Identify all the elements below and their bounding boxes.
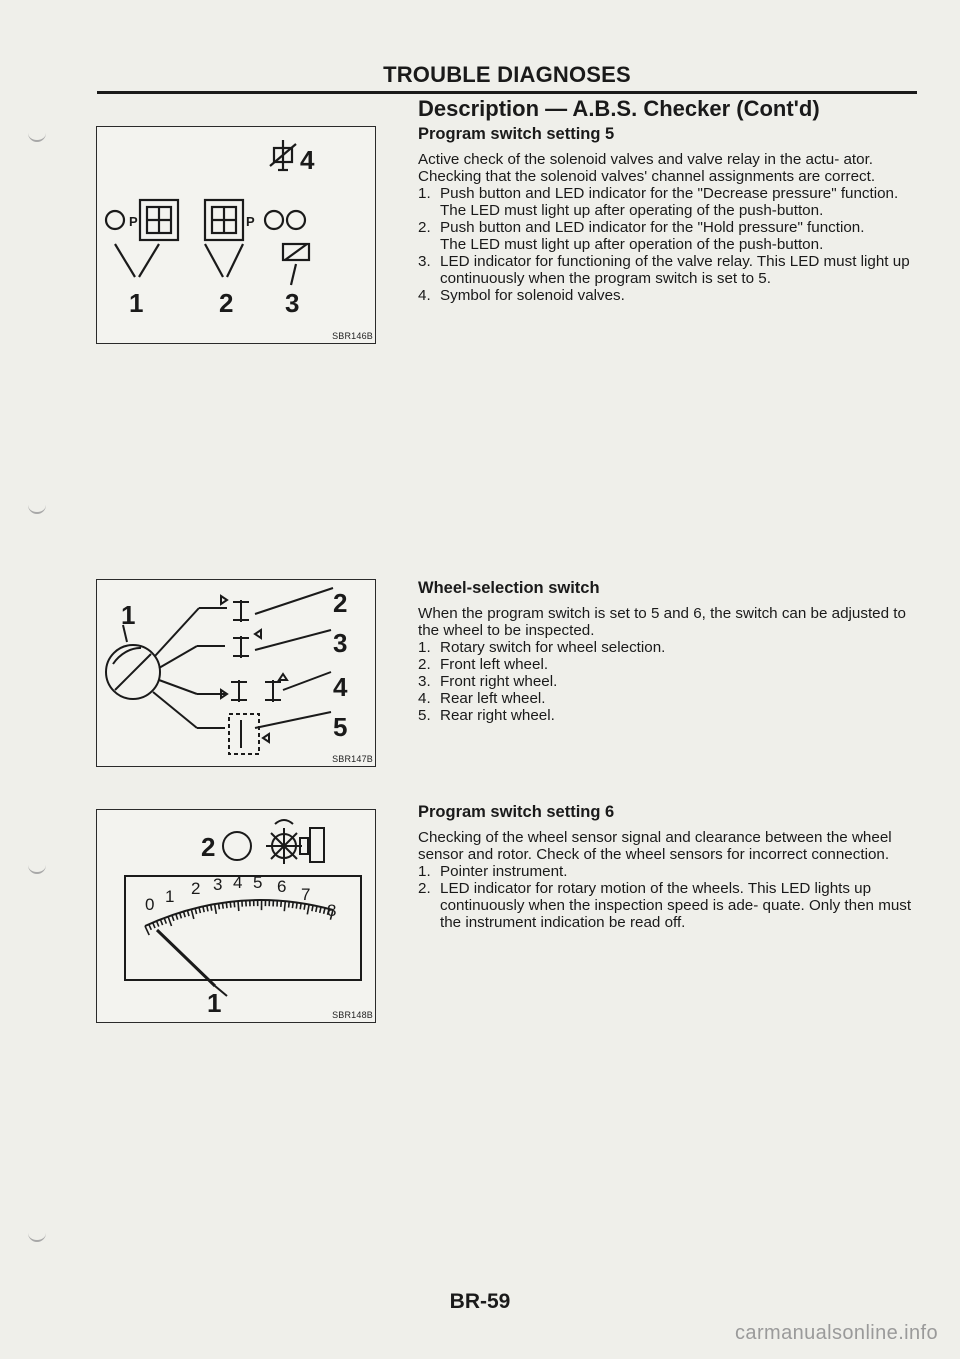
callout-2: 2	[201, 832, 216, 862]
relay-icon	[283, 244, 309, 260]
item-number: 2.	[418, 219, 431, 236]
callout-2: 2	[219, 288, 234, 318]
scale-tick	[300, 903, 301, 909]
figure-id: SBR148B	[332, 1010, 373, 1020]
item-number: 5.	[418, 707, 431, 724]
led-hold-icon	[265, 211, 283, 229]
scale-tick	[284, 901, 285, 911]
rotary-switch-icon	[106, 645, 160, 699]
callout-4: 4	[300, 145, 315, 175]
scale-tick	[281, 901, 282, 907]
scale-tick	[153, 923, 155, 929]
item-number: 1.	[418, 185, 431, 202]
scale-tick	[324, 908, 325, 914]
scale-tick	[312, 905, 313, 911]
figure-id: SBR147B	[332, 754, 373, 764]
program-6-section	[418, 804, 920, 931]
p-symbol-left: P	[129, 214, 138, 229]
scale-label: 5	[253, 873, 263, 892]
scale-tick	[226, 902, 227, 908]
callout-1: 1	[207, 988, 222, 1018]
list-item	[418, 880, 920, 931]
list-item	[418, 656, 920, 673]
scale-tick	[160, 920, 162, 926]
list-item	[418, 219, 920, 253]
callout-4: 4	[333, 672, 348, 702]
item-text: Pointer instrument.	[440, 863, 568, 880]
program-5-intro-1: Active check of the solenoid valves and valve relay in the actu- ator.	[418, 151, 874, 168]
scale-tick	[168, 917, 171, 926]
item-number: 1.	[418, 863, 431, 880]
scale-label: 3	[213, 875, 223, 894]
led-rotary-motion-icon	[223, 832, 251, 860]
push-button-decrease	[140, 200, 178, 240]
wheel-selection-list	[418, 639, 920, 724]
item-text: Front left wheel.	[440, 656, 549, 673]
callout-3: 3	[285, 288, 300, 318]
scale-tick	[296, 903, 297, 909]
scale-tick	[289, 902, 290, 908]
scale-tick	[219, 903, 220, 909]
binder-mark	[28, 128, 46, 142]
wheel-sensor-icon	[266, 820, 324, 864]
item-text: The LED must light up after operation of the push-button.	[440, 236, 824, 253]
callout-5: 5	[333, 712, 348, 742]
scale-label: 8	[327, 901, 337, 920]
list-item	[418, 185, 920, 219]
scale-tick	[292, 902, 293, 908]
all-wheels-icon	[229, 714, 259, 754]
item-text: The LED must light up after operating of the push-button.	[440, 202, 824, 219]
item-text: Rear right wheel.	[440, 707, 555, 724]
scale-label: 4	[233, 873, 243, 892]
item-number: 2.	[418, 656, 431, 673]
figure-pointer-instrument	[96, 809, 376, 1023]
program-5-section	[418, 126, 920, 304]
scale-tick	[222, 903, 223, 909]
scale-tick	[172, 915, 174, 921]
scale-tick	[195, 908, 197, 914]
solenoid-valve-icon	[270, 140, 296, 170]
scale-tick	[238, 901, 239, 911]
scale-tick	[320, 907, 321, 913]
scale-label: 7	[301, 885, 311, 904]
item-text: Rotary switch for wheel selection.	[440, 639, 666, 656]
program-5-list	[418, 185, 920, 304]
scale-tick	[187, 910, 189, 916]
watermark: carmanualsonline.info	[735, 1322, 938, 1344]
item-text: Push button and LED indicator for the "Hold pressure" function.	[440, 219, 865, 236]
program-5-title: Program switch setting 5	[418, 125, 615, 143]
item-number: 3.	[418, 673, 431, 690]
scale-tick	[234, 901, 235, 907]
item-text: Push button and LED indicator for the "Decrease pressure" function.	[440, 185, 899, 202]
scale-tick	[180, 913, 182, 919]
scale-tick	[157, 921, 159, 927]
wheel-selection-title: Wheel-selection switch	[418, 579, 600, 597]
callout-3: 3	[333, 628, 348, 658]
list-item	[418, 639, 920, 656]
item-text: LED indicator for rotary motion of the wheels. This LED lights up continuously when the inspection speed is ade- quate. Only then must the instrument indication be read off.	[440, 880, 912, 931]
wheel-selection-section	[418, 580, 920, 724]
scale-tick	[184, 912, 186, 918]
item-number: 1.	[418, 639, 431, 656]
list-item	[418, 287, 920, 304]
scale-label: 1	[165, 887, 175, 906]
scale-tick	[199, 907, 200, 913]
scale-label: 2	[191, 879, 201, 898]
scale-tick	[176, 914, 178, 920]
item-text: Front right wheel.	[440, 673, 558, 690]
callout-1: 1	[121, 600, 136, 630]
scale-tick	[191, 909, 194, 919]
scale-tick	[316, 906, 317, 912]
list-item	[418, 253, 920, 287]
binder-mark	[28, 1228, 46, 1242]
item-number: 4.	[418, 287, 431, 304]
scale-label: 6	[277, 877, 287, 896]
pointer-needle	[157, 930, 215, 986]
item-text: Rear left wheel.	[440, 690, 546, 707]
wheel-selection-intro: When the program switch is set to 5 and 6, the switch can be adjusted to the wheel to be inspected.	[418, 605, 906, 639]
list-item	[418, 690, 920, 707]
figure-solenoid-buttons	[96, 126, 376, 344]
led-relay-icon	[287, 211, 305, 229]
rear-left-wheel-icon	[221, 680, 247, 702]
scale-tick	[145, 926, 149, 935]
figure-wheel-selection-drawing	[97, 580, 375, 766]
scale-tick	[230, 902, 231, 908]
binder-mark	[28, 500, 46, 514]
item-number: 3.	[418, 253, 431, 270]
item-text: LED indicator for functioning of the valve relay. This LED must light up continuously when the program switch is set to 5.	[440, 253, 910, 287]
list-item	[418, 673, 920, 690]
callout-2: 2	[333, 588, 348, 618]
scale-tick	[304, 904, 305, 910]
item-text: Symbol for solenoid valves.	[440, 287, 625, 304]
front-right-wheel-icon	[233, 630, 261, 658]
list-item	[418, 707, 920, 724]
page-header: TROUBLE DIAGNOSES	[383, 62, 631, 87]
led-decrease-icon	[106, 211, 124, 229]
list-item	[418, 863, 920, 880]
figure-pointer-instrument-drawing	[97, 810, 375, 1022]
instrument-box	[125, 876, 361, 980]
scale-tick	[307, 905, 309, 915]
rear-right-wheel-icon	[265, 674, 287, 702]
program-6-title: Program switch setting 6	[418, 803, 615, 821]
figure-id: SBR146B	[332, 331, 373, 341]
callout-1: 1	[129, 288, 144, 318]
program-6-intro: Checking of the wheel sensor signal and clearance between the wheel sensor and rotor. Check of the wheel sensors for incorrect connection.	[418, 829, 892, 863]
scale-tick	[215, 904, 217, 914]
binder-mark	[28, 860, 46, 874]
scale-tick	[149, 924, 152, 930]
program-5-intro-2: Checking that the solenoid valves' channel assignments are correct.	[418, 168, 876, 185]
figure-wheel-selection	[96, 579, 376, 767]
item-number: 2.	[418, 880, 431, 897]
section-title: Description — A.B.S. Checker (Cont'd)	[418, 96, 820, 121]
p-symbol-right: P	[246, 214, 255, 229]
item-number: 4.	[418, 690, 431, 707]
push-button-hold	[205, 200, 243, 240]
scale-label: 0	[145, 895, 155, 914]
scale-tick	[164, 918, 166, 924]
scale-tick	[207, 906, 208, 912]
program-6-list	[418, 863, 920, 931]
figure-solenoid-buttons-drawing	[97, 127, 375, 343]
scale-tick	[203, 906, 204, 912]
page-number: BR-59	[449, 1290, 511, 1313]
header-rule	[97, 91, 917, 94]
scale-tick	[211, 905, 212, 911]
